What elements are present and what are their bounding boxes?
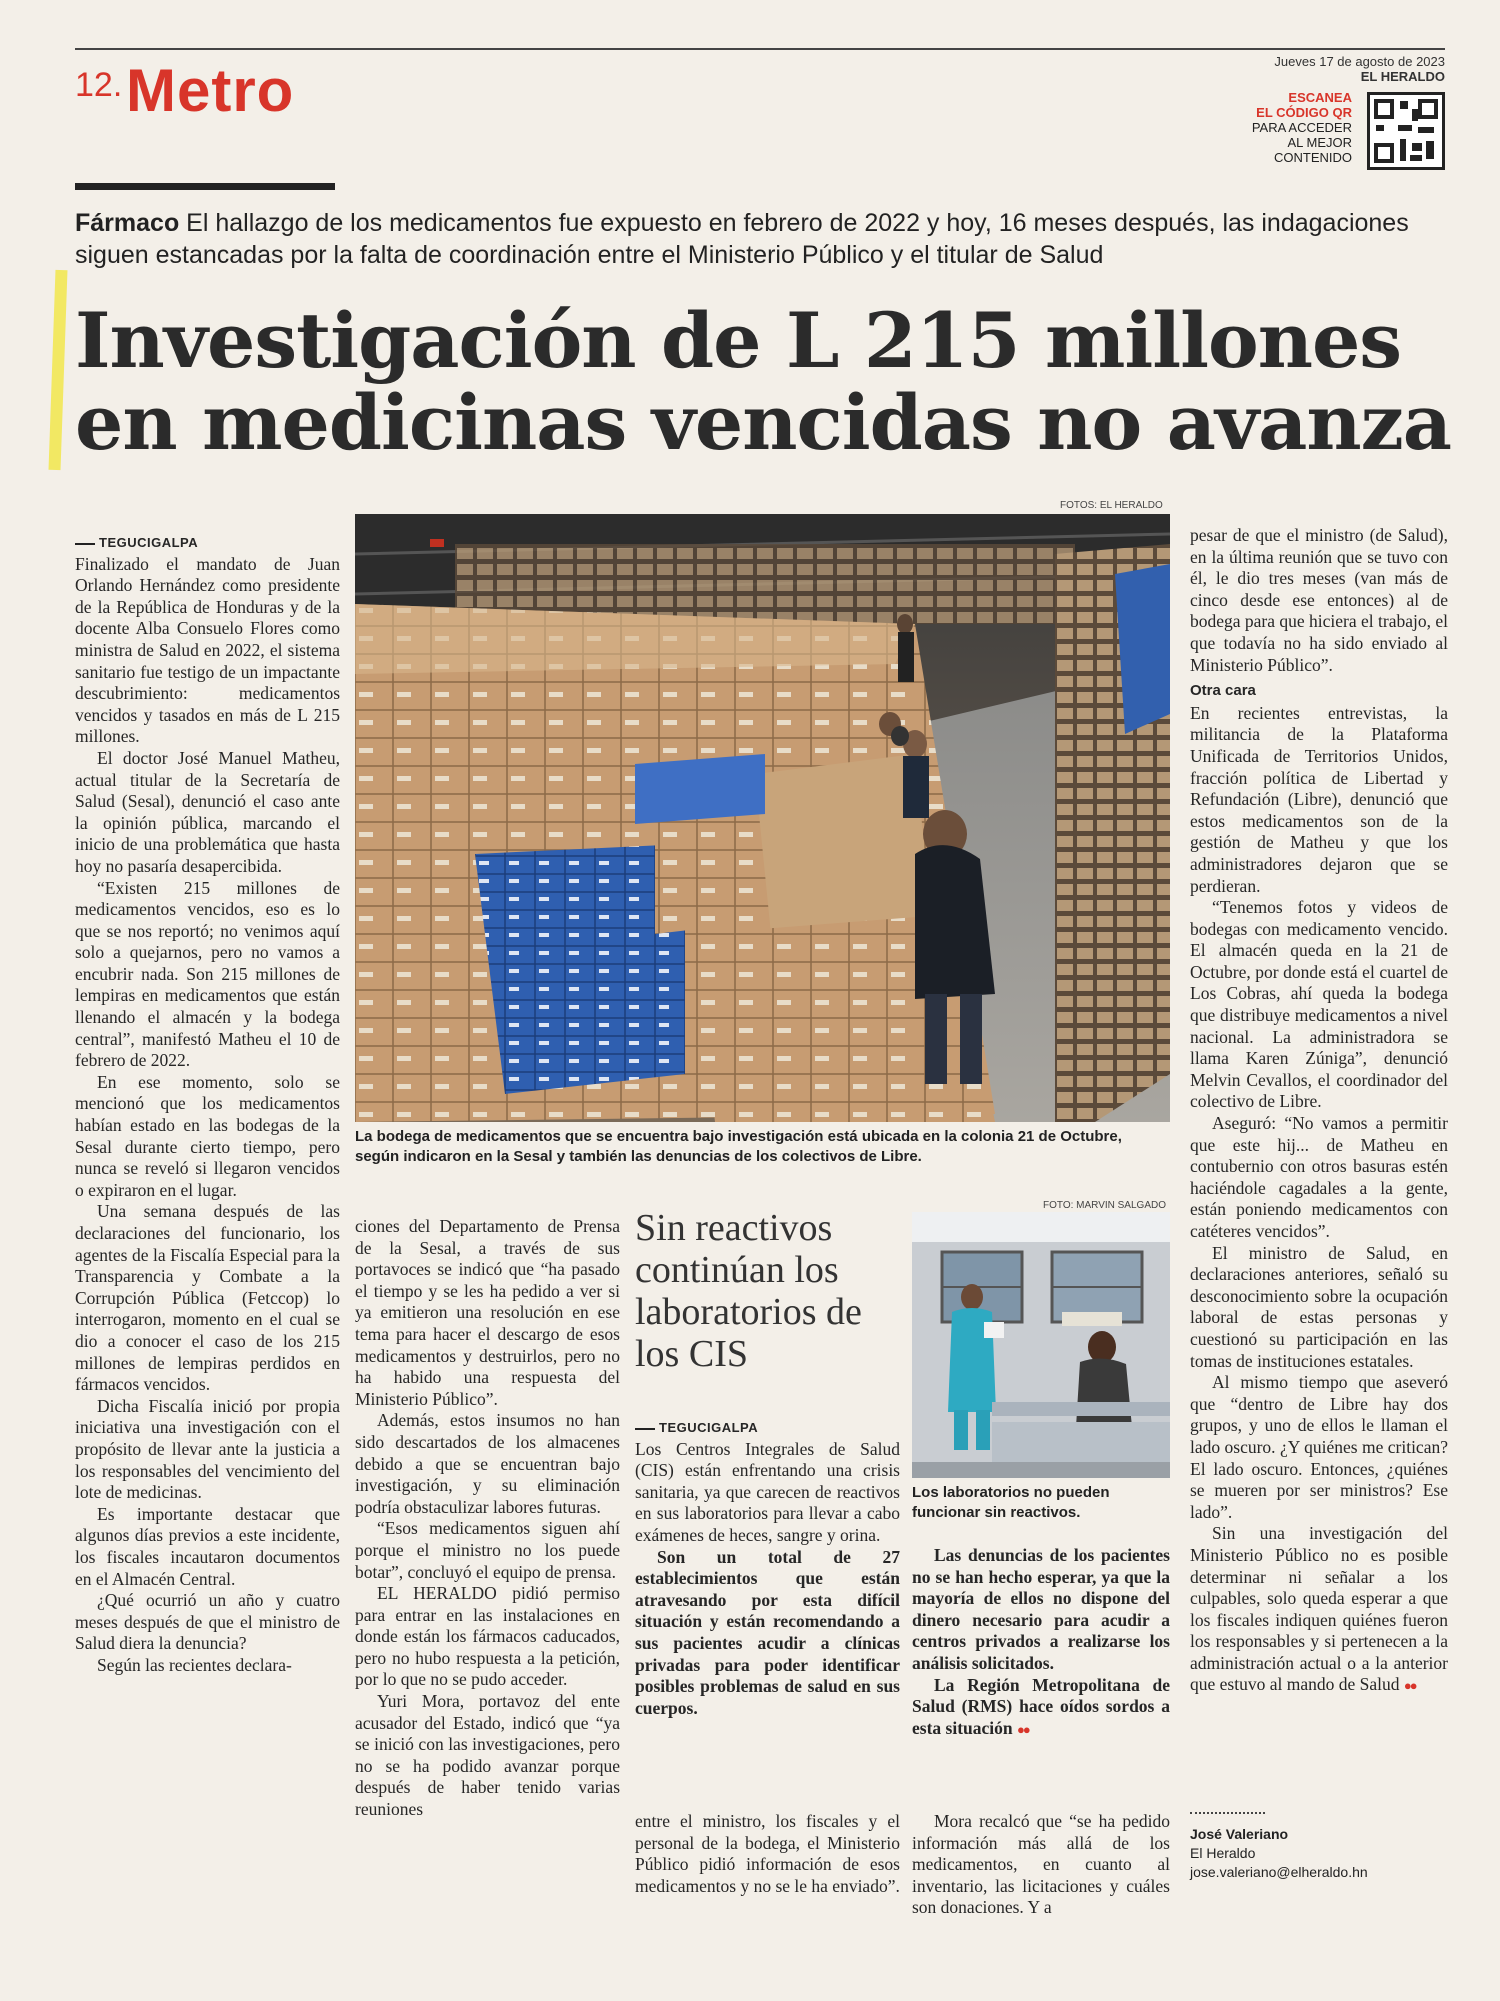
qr-line: AL MEJOR [1287, 135, 1352, 150]
article-column-1 [75, 532, 340, 1676]
byline: TEGUCIGALPA [75, 532, 340, 554]
article-column-3 [635, 1811, 900, 1897]
paragraph: “Tenemos fotos y videos de bodegas con medicamento vencido. El almacén queda en la 21 de Octubre, por donde está el cuartel de Los Cobras, ahí queda la bodega que distribuye medicamentos a nivel nacional. La administradora se llama Karen Zúniga”, denunció Melvin Cevallos, el coordinador del colectivo de Libre. [1190, 897, 1448, 1112]
qr-prompt [1252, 90, 1352, 165]
paragraph: Yuri Mora, portavoz del ente acusador del Estado, indicó que “ya se inició con las investigaciones, pero no se ha podido avanzar porque después de haber tenido varias reuniones [355, 1691, 620, 1820]
author-name: José Valeriano [1190, 1826, 1289, 1842]
paragraph: Finalizado el mandato de Juan Orlando Hernández como presidente de la República de Honduras y de la docente Alba Consuelo Flores como ministra de Salud en 2022, el sistema sanitario fue testigo de un impactante descubrimiento: medicamentos vencidos y tasados en más de L 215 millones. [75, 553, 340, 747]
signature-rule [1190, 1812, 1265, 1814]
paragraph: pesar de que el ministro (de Salud), en la última reunión que se tuvo con él, le dio tres meses (van más de cinco desde ese entonces) al de bodega para que hiciera el trabajo, el que todavía no ha sido enviado al Ministerio Público”. [1190, 525, 1448, 675]
headline-line: Investigación de L 215 millones [75, 296, 1402, 385]
paragraph: EL HERALDO pidió permiso para entrar en las instalaciones en donde están los fármacos caducados, pero no hubo respuesta a la petición, por lo que no se pudo acceder. [355, 1583, 620, 1690]
author-email[interactable]: jose.valeriano@elheraldo.hn [1190, 1864, 1368, 1880]
kicker-label: Fármaco [75, 209, 180, 237]
headline-line: en medicinas vencidas no avanza [75, 378, 1452, 467]
top-rule [75, 48, 1445, 50]
paragraph: ¿Qué ocurrió un año y cuatro meses después de que el ministro de Salud diera la denuncia? [75, 1590, 340, 1654]
paragraph: Es importante destacar que algunos días previos a este incidente, los fiscales incautaron documentos en el Almacén Central. [75, 1503, 340, 1589]
paragraph: Además, estos insumos no han sido descartados de los almacenes debido a que se encuentran bajo investigación, y su eliminación podría obstaculizar labores futuras. [355, 1410, 620, 1517]
photo-credit: FOTOS: EL HERALDO [1060, 500, 1163, 511]
end-mark-icon: ●● [1017, 1721, 1029, 1737]
issue-date: Jueves 17 de agosto de 2023 [1274, 54, 1445, 69]
kicker-text: El hallazgo de los medicamentos fue expuesto en febrero de 2022 y hoy, 16 meses después, las indagaciones siguen estancadas por la falta de coordinación entre el Ministerio Público y el titular de Salud [75, 209, 1409, 269]
sidebar-column [635, 1417, 900, 1719]
paragraph: En ese momento, solo se mencionó que los medicamentos habían estado en las bodegas de la Sesal durante cierto tiempo, pero nunca se reveló si llegaron vencidos o expiraron en el lugar. [75, 1071, 340, 1200]
paragraph: Mora recalcó que “se ha pedido información más allá de los medicamentos, en cuanto al inventario, las licitaciones y cuáles son donaciones. Y a [912, 1811, 1170, 1918]
paragraph: El doctor José Manuel Matheu, actual titular de la Secretaría de Salud (Sesal), denunció el caso ante la opinión pública, marcando el inicio de una problemática que hasta hoy no pasaría desapercibida. [75, 747, 340, 876]
paragraph: Según las recientes declara- [97, 1654, 292, 1675]
paragraph: Las denuncias de los pacientes no se han hecho esperar, ya que la mayoría de ellos no dispone del dinero necesario para acudir a centros privados a realizarse los análisis solicitados. [912, 1545, 1170, 1673]
dateline [1274, 54, 1445, 84]
paragraph: Dicha Fiscalía inició por propia iniciativa una investigación con el propósito de llevar ante la justicia a los responsables del vencimiento del lote de medicinas. [75, 1395, 340, 1503]
article-column-5 [1190, 525, 1448, 1697]
paragraph-text: La Región Metropolitana de Salud (RMS) hace oídos sordos a esta situación [912, 1674, 1170, 1738]
section-title: Metro [126, 57, 295, 124]
paragraph: En recientes entrevistas, la militancia de la Plataforma Unificada de Territorios Unidos, fracción política de Libertad y Refundación (Libre), denunció que estos medicamentos son de la gestión de Matheu y que los administradores dejaron que se perdieran. [1190, 702, 1448, 896]
paper-name: EL HERALDO [1360, 69, 1445, 84]
author-org: El Heraldo [1190, 1845, 1256, 1861]
qr-line: EL CÓDIGO QR [1256, 105, 1352, 120]
qr-line: CONTENIDO [1274, 150, 1352, 165]
subhead: Otra cara [1190, 682, 1256, 700]
paragraph: ciones del Departamento de Prensa de la Sesal, a través de sus portavoces se indicó que “ha pasado el tiempo y se les ha pedido a ver si ya emitieron una resolución en ese tema para hacer el descargo de esos medicamentos y destruirlos, pero no ha habido una respuesta del Ministerio Público”. [355, 1216, 620, 1409]
paragraph: “Existen 215 millones de medicamentos vencidos, eso es lo que se nos reportó; no venimos aquí solo a quejarnos, pero no vamos a encubrir nada. Son 215 millones de lempiras en medicamentos que están llenando el almacén y la bodega central”, manifestó Matheu el 10 de febrero de 2022. [75, 877, 340, 1071]
photo-credit: FOTO: MARVIN SALGADO [1043, 1200, 1166, 1211]
highlighter-mark [49, 270, 68, 470]
sidebar-column-2 [912, 1545, 1170, 1740]
paragraph: Aseguró: “No vamos a permitir que este hij... de Matheu en contubernio con otros basuras estén haciéndole cagadales a la gente, están poniendo medicamentos con catéteres vencidos”. [1190, 1113, 1448, 1241]
qr-code-icon[interactable] [1367, 92, 1445, 170]
kicker-bar [75, 183, 335, 190]
headline [75, 296, 1475, 467]
photo-caption: La bodega de medicamentos que se encuentra bajo investigación está ubicada en la colonia 21 de Octubre, según indicaron en la Sesal y también las denuncias de los colectivos de Libre. [355, 1128, 1122, 1165]
photo-caption: Los laboratorios no pueden funcionar sin reactivos. [912, 1484, 1110, 1521]
paragraph [1190, 1523, 1448, 1697]
paragraph: “Esos medicamentos siguen ahí porque el ministro no los puede botar”, concluyó el equipo de prensa. [355, 1518, 620, 1582]
paragraph: entre el ministro, los fiscales y el personal de la bodega, el Ministerio Público pidió información de esos medicamentos y no se le ha enviado”. [635, 1811, 900, 1896]
page-number: 12. [75, 66, 123, 104]
kicker [75, 207, 1445, 271]
warehouse-photo [355, 514, 1170, 1122]
qr-line: PARA ACCEDER [1251, 120, 1352, 135]
byline: TEGUCIGALPA [635, 1417, 900, 1439]
article-column-4 [912, 1811, 1170, 1919]
end-mark-icon: ●● [1403, 1678, 1416, 1694]
paragraph [912, 1675, 1170, 1741]
paragraph: Los Centros Integrales de Salud (CIS) están enfrentando una crisis sanitaria, ya que carecen de reactivos en sus laboratorios para llevar a cabo exámenes de heces, sangre y orina. [635, 1438, 900, 1545]
paragraph: El ministro de Salud, en declaraciones anteriores, señaló su desconocimiento sobre la ocupación laboral de estas personas y cuestionó su participación en las tomas de instituciones estatales. [1190, 1242, 1448, 1371]
paragraph-text: Sin una investigación del Ministerio Público no es posible determinar ni señalar a los culpables, solo queda esperar a que los fiscales indiquen quiénes fueron los responsables y si pertenecen a la administración actual o a la anterior que estuvo al mando de Salud [1190, 1523, 1448, 1695]
paragraph: Al mismo tiempo que aseveró que “dentro de Libre hay dos grupos, y uno de ellos le llaman el lado oscuro. ¿Y quiénes me critican? El lado oscuro. Entonces, ¿quiénes se mueren por ser ministros? Ese lado”. [1190, 1372, 1448, 1522]
article-column-2 [355, 1216, 620, 1821]
lab-photo [912, 1212, 1170, 1478]
paragraph: Son un total de 27 establecimientos que están atravesando por esta difícil situación y están recomendando a sus pacientes acudir a clínicas privadas para poder identificar posibles problemas de salud en sus cuerpos. [635, 1546, 900, 1718]
paragraph: Una semana después de las declaraciones del funcionario, los agentes de la Fiscalía Especial para la Transparencia y Combate a la Corrupción Pública (Fetccop) lo interrogaron, momento en el cual se dio a conocer el caso de los 215 millones de lempiras perdidos en fármacos vencidos. [75, 1201, 340, 1395]
qr-line: ESCANEA [1288, 90, 1352, 105]
sidebar-title: Sin reactivos continúan los laboratorios de los CIS [635, 1207, 862, 1375]
